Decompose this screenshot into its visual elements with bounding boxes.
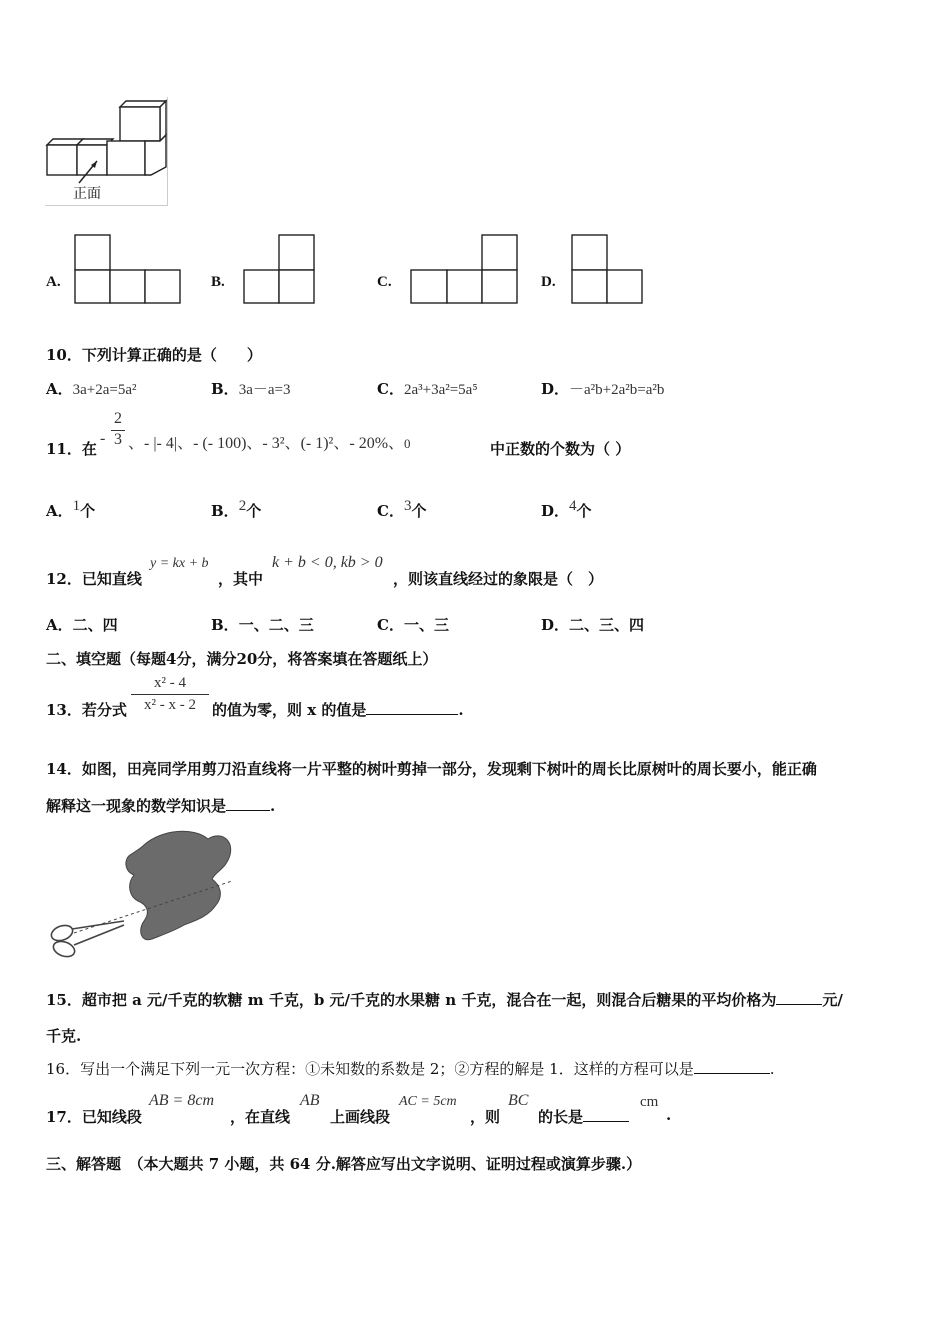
q17-unit: cm	[640, 1094, 659, 1110]
q17-answer-blank[interactable]	[583, 1107, 629, 1122]
q14-line-2: 解释这一现象的数学知识是 .	[46, 797, 276, 815]
q11-list: 、- |- 4|、- (- 100)、- 3²、(- 1)²、- 20%、0	[128, 435, 411, 452]
q15-answer-blank[interactable]	[776, 990, 822, 1005]
q11-suffix: 中正数的个数为（ ）	[490, 440, 631, 458]
q9-option-d-drawing	[568, 232, 648, 306]
q11-fraction	[111, 410, 125, 449]
q16-answer-blank[interactable]	[694, 1059, 770, 1074]
q14-line-1: 14．如图，田亮同学用剪刀沿直线将一片平整的树叶剪掉一部分，发现剩下树叶的周长比原树叶的周长要小，能正确	[46, 760, 817, 778]
section-2-heading: 二、填空题（每题4分，满分20分，将答案填在答题纸上）	[46, 650, 438, 668]
q15-line-1: 15．超市把 a 元/千克的软糖 m 千克，b 元/千克的水果糖 n 千克，混合在一起，则混合后糖果的平均价格为 元/	[46, 991, 843, 1009]
q11-option-b[interactable]: B．$^2$个	[211, 498, 262, 520]
q11-neg-sign: -	[100, 430, 106, 447]
q11-option-d[interactable]: D．$^4$个	[541, 498, 592, 520]
q15-line-2: 千克.	[46, 1027, 82, 1045]
q10-option-b[interactable]: B．3a－a=3	[211, 380, 291, 398]
q12-mid: ，其中	[218, 570, 264, 588]
leaf-scissors-figure	[44, 825, 234, 969]
front-label: 正面	[73, 186, 101, 202]
q11-option-a[interactable]: A．$^1$个	[46, 498, 96, 520]
q11-prefix: 11．在	[46, 440, 97, 458]
q9-option-a-drawing	[72, 232, 184, 306]
q10-option-c[interactable]: C．2a³+3a²=5a⁵	[377, 380, 478, 398]
q14-answer-blank[interactable]	[226, 796, 270, 811]
q9-option-c-label[interactable]: C.	[377, 274, 392, 290]
q9-option-b-drawing	[240, 232, 320, 306]
q13-frac-den: x² - x - 2	[144, 697, 196, 713]
q12-equation: y = kx + b	[150, 556, 209, 571]
q13-frac-num: x² - 4	[154, 675, 186, 691]
q17-mid-2: 上画线段	[330, 1108, 391, 1126]
q11-option-c[interactable]: C．$^3$个	[377, 498, 427, 520]
q10-option-d[interactable]: D．－a²b+2a²b=a²b	[541, 380, 665, 398]
q9-option-a-label[interactable]: A.	[46, 274, 61, 290]
q17-mid-4: 的长是	[538, 1106, 629, 1127]
q9-option-d-figure[interactable]	[568, 232, 648, 310]
q9-option-b-label[interactable]: B.	[211, 274, 225, 290]
q17-bc: BC	[508, 1092, 529, 1109]
q11-frac-num: 2	[114, 410, 122, 427]
q12-option-c[interactable]: C．一、三	[377, 616, 449, 634]
q17-ac-eq: AC = 5cm	[399, 1094, 457, 1109]
q13-answer-blank[interactable]	[366, 700, 458, 715]
q9-option-c-drawing	[407, 232, 523, 306]
q9-option-a-figure[interactable]	[72, 232, 184, 310]
q17-mid-1: ，在直线	[230, 1108, 291, 1126]
q12-option-d[interactable]: D．二、三、四	[541, 616, 645, 634]
q16-text: 16．写出一个满足下列一元一次方程：①未知数的系数是 2；②方程的解是 1．这样的方程可以是 .	[46, 1060, 775, 1078]
q11-frac-den: 3	[114, 431, 122, 448]
q12-suffix: ，则该直线经过的象限是（ ）	[393, 570, 604, 588]
q12-option-a[interactable]: A．二、四	[46, 616, 118, 634]
q9-option-b-figure[interactable]	[240, 232, 320, 310]
q10-stem: 10．下列计算正确的是（ ）	[46, 346, 262, 364]
q12-condition: k + b < 0, kb > 0	[272, 554, 383, 571]
cube-stack-figure	[45, 97, 168, 206]
q17-prefix: 17．已知线段	[46, 1108, 142, 1126]
q17-ab-eq: AB = 8cm	[149, 1092, 214, 1109]
q12-option-b[interactable]: B．一、二、三	[211, 616, 314, 634]
q17-ab: AB	[300, 1092, 320, 1109]
q9-option-d-label[interactable]: D.	[541, 274, 556, 290]
q12-prefix: 12．已知直线	[46, 570, 142, 588]
q13-prefix: 13．若分式	[46, 701, 127, 719]
q9-option-c-figure[interactable]	[407, 232, 523, 310]
q10-option-a[interactable]: A．3a+2a=5a²	[46, 380, 137, 398]
leaf-scissors-drawing	[44, 825, 234, 965]
q17-mid-3: ，则	[470, 1108, 501, 1126]
q13-suffix: 的值为零，则 x 的值是 .	[212, 701, 464, 719]
q17-end: .	[666, 1106, 672, 1124]
section-3-heading: 三、解答题 （本大题共 7 小题，共 64 分.解答应写出文字说明、证明过程或演算步骤.）	[46, 1155, 642, 1173]
cube-stack-drawing	[45, 97, 167, 205]
q13-fraction	[131, 675, 209, 714]
